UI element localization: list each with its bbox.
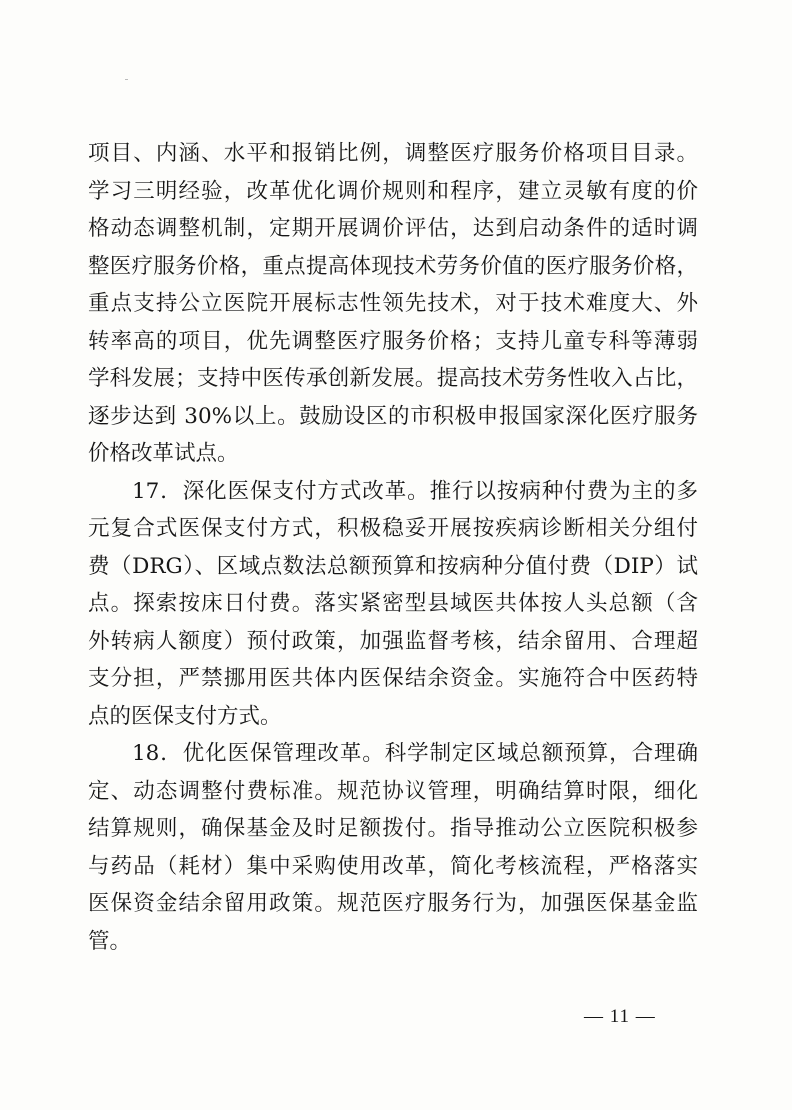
scan-speck — [125, 79, 128, 80]
paragraph-price-reform — [88, 135, 698, 473]
text-line: 项目、内涵、水平和报销比例，调整医疗服务价格项目目录。 — [88, 141, 698, 166]
text-line: 与药品（耗材）集中采购使用改革，简化考核流程，严格落实 — [88, 853, 698, 879]
text-line: 医保资金结余留用政策。规范医疗服务行为，加强医保基金监 — [88, 891, 698, 916]
text-line: 结算规则，确保基金及时足额拨付。指导推动公立医院积极参 — [88, 816, 698, 841]
text-line: 18．优化医保管理改革。科学制定区域总额预算，合理确 — [132, 741, 698, 766]
text-line: 元复合式医保支付方式，积极稳妥开展按疾病诊断相关分组付 — [88, 516, 698, 541]
page-number: — 11 — — [584, 1006, 656, 1027]
paragraph-17-payment-reform — [88, 473, 698, 736]
text-line: 17．深化医保支付方式改革。推行以按病种付费为主的多 — [132, 478, 698, 504]
text-line: 费（DRG）、区域点数法总额预算和按病种分值付费（DIP）试 — [88, 553, 698, 579]
text-line: 格动态调整机制，定期开展调价评估，达到启动条件的适时调 — [88, 216, 698, 241]
text-line: 定、动态调整付费标准。规范协议管理，明确结算时限，细化 — [88, 778, 698, 804]
paragraph-18-management-reform — [88, 735, 698, 960]
text-line: 转率高的项目，优先调整医疗服务价格；支持儿童专科等薄弱 — [88, 328, 698, 354]
text-line: 学习三明经验，改革优化调价规则和程序，建立灵敏有度的价 — [88, 178, 698, 204]
body-text — [88, 135, 698, 960]
text-line: 管。 — [88, 928, 132, 954]
text-line: 价格改革试点。 — [88, 441, 239, 466]
text-line: 点。探索按床日付费。落实紧密型县域医共体按人头总额（含 — [88, 591, 698, 616]
text-line: 学科发展；支持中医传承创新发展。提高技术劳务性收入占比， — [88, 366, 698, 391]
text-line: 整医疗服务价格，重点提高体现技术劳务价值的医疗服务价格， — [88, 253, 698, 279]
text-line: 外转病人额度）预付政策，加强监督考核，结余留用、合理超 — [88, 628, 698, 654]
text-line: 逐步达到 30%以上。鼓励设区的市积极申报国家深化医疗服务 — [88, 403, 698, 429]
text-line: 重点支持公立医院开展标志性领先技术，对于技术难度大、外 — [88, 291, 698, 316]
text-line: 支分担，严禁挪用医共体内医保结余资金。实施符合中医药特 — [88, 666, 698, 691]
text-line: 点的医保支付方式。 — [88, 703, 282, 729]
